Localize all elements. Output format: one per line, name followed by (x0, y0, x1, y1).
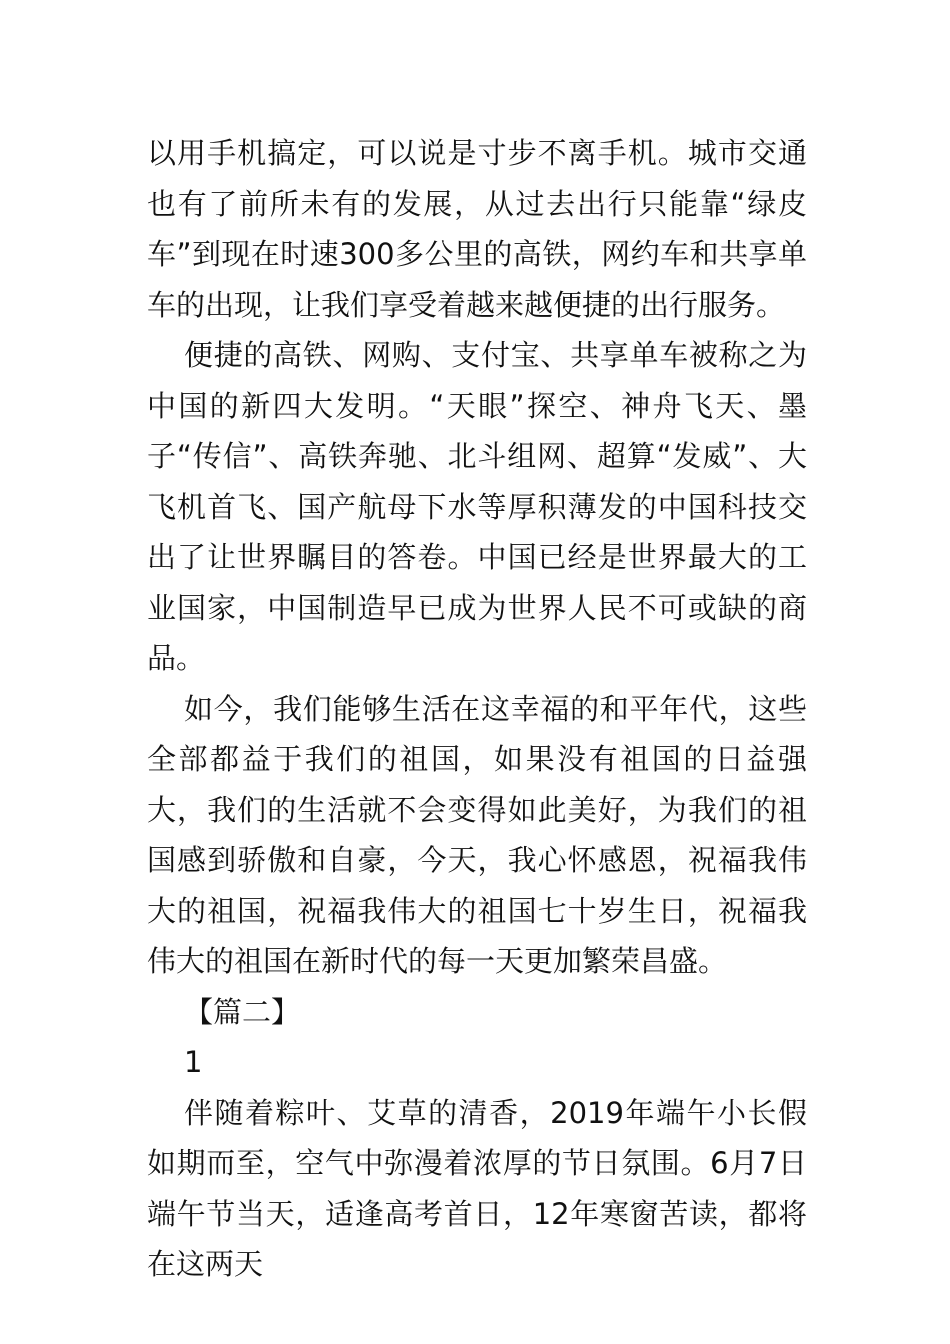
paragraph-dragon-boat: 伴随着粽叶、艾草的清香，2019年端午小长假如期而至，空气中弥漫着浓厚的节日氛围。6月7日端午节当天，适逢高考首日，12年寒窗苦读，都将在这两天 (147, 1095, 807, 1281)
paragraph-blessing: 如今，我们能够生活在这幸福的和平年代，这些全部都益于我们的祖国，如果没有祖国的日益强大，我们的生活就不会变得如此美好，为我们的祖国感到骄傲和自豪，今天，我心怀感恩，祝福我伟大的祖国，祝福我伟大的祖国七十岁生日，祝福我伟大的祖国在新时代的每一天更加繁荣昌盛。 (147, 691, 807, 978)
section-heading: 【篇二】 (184, 994, 301, 1029)
paragraph-continuation: 以用手机搞定，可以说是寸步不离手机。城市交通也有了前所未有的发展，从过去出行只能靠“绿皮车”到现在时速300多公里的高铁，网约车和共享单车的出现，让我们享受着越来越便捷的出行服务。 (147, 136, 807, 322)
paragraph-four-inventions: 便捷的高铁、网购、支付宝、共享单车被称之为中国的新四大发明。“天眼”探空、神舟飞天、墨子“传信”、高铁奔驰、北斗组网、超算“发威”、大飞机首飞、国产航母下水等厚积薄发的中国科技交出了让世界瞩目的答卷。中国已经是世界最大的工业国家，中国制造早已成为世界人民不可或缺的商品。 (147, 338, 807, 675)
document-body (147, 128, 807, 1290)
section-number: 1 (184, 1045, 203, 1079)
